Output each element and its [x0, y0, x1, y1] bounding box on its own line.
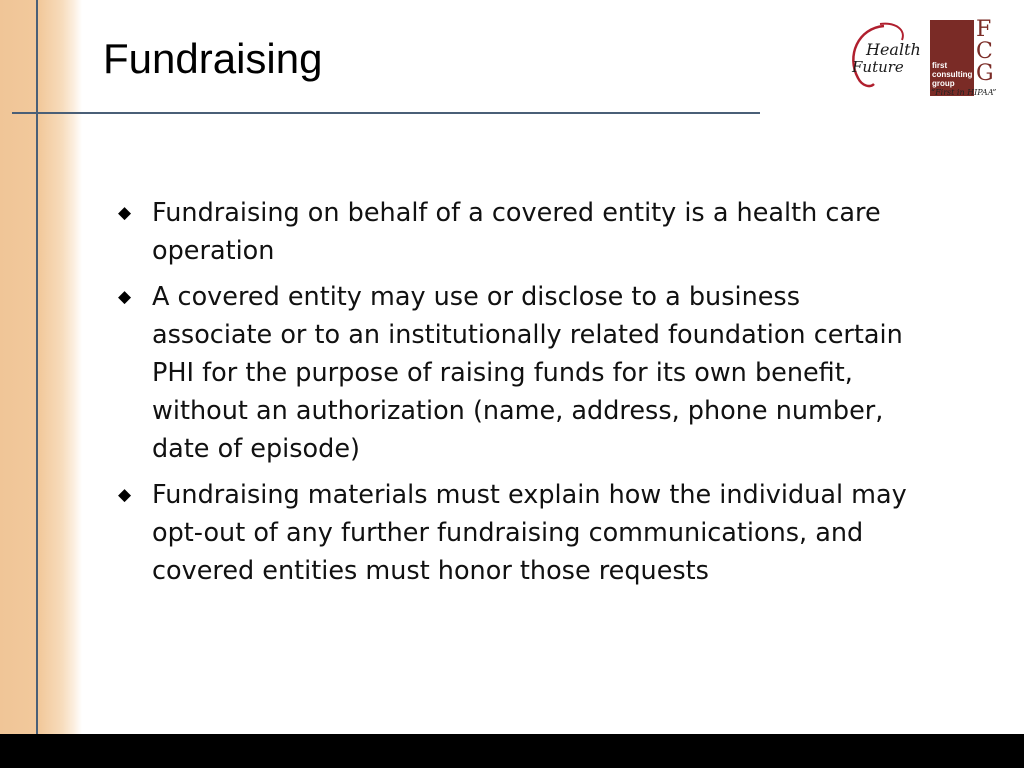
bullet-list [118, 194, 918, 598]
fcg-box [930, 20, 974, 96]
bullet-item [118, 194, 918, 270]
diamond-bullet-icon: ◆ [118, 287, 132, 307]
diamond-bullet-icon: ◆ [118, 203, 132, 223]
fcg-letter-g: G [976, 61, 994, 86]
title-underline [12, 112, 760, 114]
bullet-item [118, 278, 918, 468]
health-future-logo [844, 22, 920, 92]
bullet-item [118, 476, 918, 590]
fcg-letter-f: F [976, 17, 992, 42]
logo-word-health: Health [866, 40, 921, 59]
bullet-text: Fundraising on behalf of a covered entity is a health care operation [152, 198, 881, 266]
bottom-bar [0, 734, 1024, 768]
side-band [0, 0, 82, 734]
vertical-rule [36, 0, 38, 734]
diamond-bullet-icon: ◆ [118, 485, 132, 505]
fcg-line-group: group [932, 79, 955, 88]
bullet-text: A covered entity may use or disclose to a business associate or to an institutionally related foundation certain PHI for the purpose of raising funds for its own benefit, without an authorization (name, address, phone number, date of episode) [152, 282, 903, 464]
fcg-line-consulting: consulting [932, 70, 973, 79]
fcg-letter-c: C [976, 39, 993, 64]
fcg-logo [930, 17, 1006, 100]
fcg-line-first: first [932, 61, 948, 70]
bullet-text: Fundraising materials must explain how the individual may opt-out of any further fundraising communications, and covered entities must honor those requests [152, 480, 907, 586]
slide-title: Fundraising [103, 35, 323, 82]
logo-word-future: Future [852, 58, 904, 76]
fcg-tagline: “First in HIPAA” [931, 88, 997, 97]
